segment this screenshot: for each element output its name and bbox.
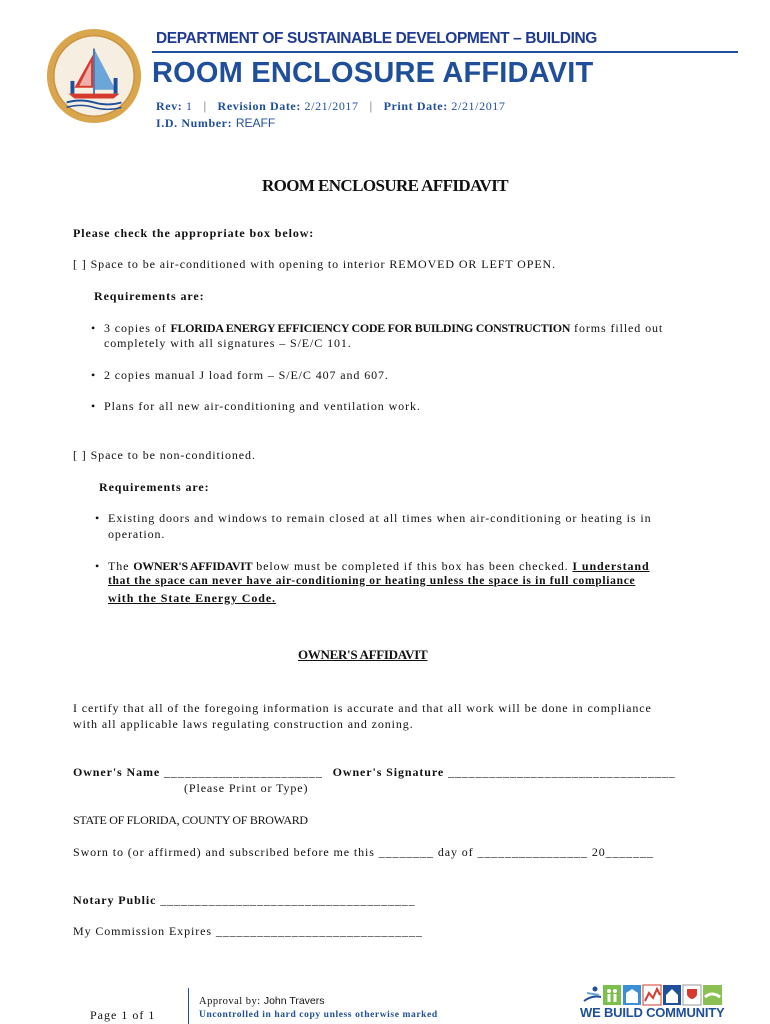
certification-text: I certify that all of the foregoing information is accurate and that all work will be done in compliance <box>73 701 652 715</box>
state-county: STATE OF FLORIDA, COUNTY OF BROWARD <box>73 813 308 827</box>
option-air-conditioned <box>73 257 556 272</box>
sworn-day-field[interactable]: ________ <box>378 845 434 859</box>
sworn-year-field[interactable]: 20_______ <box>591 845 654 859</box>
document-title: ROOM ENCLOSURE AFFIDAVIT <box>262 176 508 195</box>
checkbox-non-conditioned[interactable]: [ ] <box>73 448 87 462</box>
page-number: Page 1 of 1 <box>90 1008 156 1022</box>
understanding-statement-continued: that the space can never have air-conditioning or heating unless the space is in full compliance <box>108 575 636 587</box>
option-non-conditioned <box>73 448 256 463</box>
owner-signature-row <box>73 765 676 780</box>
approval-label: Approval by: <box>199 996 261 1007</box>
requirements-heading: Requirements are: <box>94 289 205 303</box>
commission-field[interactable]: ______________________________ <box>215 924 423 938</box>
separator: | <box>203 99 207 113</box>
text: The <box>108 559 134 573</box>
notary-row <box>73 893 416 908</box>
house-icon <box>663 985 681 1005</box>
understanding-statement: I understand <box>572 559 650 573</box>
list-item-continued: completely with all signatures – S/E/C 101. <box>104 336 352 350</box>
text: Existing doors and windows to remain closed at all times when air-conditioning or heating is in <box>108 511 652 525</box>
option-air-conditioned-label: Space to be air-conditioned with opening to interior REMOVED OR LEFT OPEN. <box>90 257 557 271</box>
list-item <box>95 511 652 526</box>
list-item-continued: operation. <box>108 527 166 541</box>
bullet: • <box>91 368 97 382</box>
revision-date-label: Revision Date: <box>217 99 301 113</box>
we-build-community-icons <box>583 983 723 1007</box>
family-icon <box>603 985 621 1005</box>
separator: | <box>369 99 373 113</box>
instruction-text: Please check the appropriate box below: <box>73 226 315 240</box>
sworn-statement <box>73 845 654 860</box>
footer-divider <box>188 988 189 1024</box>
shield-icon <box>683 985 701 1005</box>
approval-name: John Travers <box>263 995 325 1007</box>
print-or-type-hint: (Please Print or Type) <box>184 781 309 795</box>
text: below must be completed if this box has been checked. <box>252 559 573 573</box>
bullet: • <box>95 559 101 573</box>
commission-label: My Commission Expires <box>73 924 212 938</box>
understanding-statement-continued: with the State Energy Code. <box>108 591 276 605</box>
text: Plans for all new air-conditioning and ventilation work. <box>104 399 421 413</box>
chart-icon <box>643 985 661 1005</box>
text: forms filled out <box>570 321 664 335</box>
revision-info <box>156 99 506 114</box>
text: Sworn to (or affirmed) and subscribed before me this <box>73 845 375 859</box>
bullet: • <box>91 321 97 335</box>
rev-label: Rev: <box>156 99 183 113</box>
owner-name-label: Owner's Name <box>73 765 161 779</box>
department-name: DEPARTMENT OF SUSTAINABLE DEVELOPMENT – BUILDING <box>156 30 597 47</box>
handshake-icon <box>703 985 722 1005</box>
owner-signature-field[interactable]: _________________________________ <box>447 765 676 779</box>
rev-value: 1 <box>186 99 193 113</box>
print-date-value: 2/21/2017 <box>451 99 506 113</box>
uncontrolled-notice: Uncontrolled in hard copy unless otherwise marked <box>199 1010 438 1020</box>
certification-text-continued: with all applicable laws regulating construction and zoning. <box>73 717 414 731</box>
we-build-community-text: WE BUILD COMMUNITY <box>580 1005 725 1020</box>
bullet: • <box>95 511 101 525</box>
owner-signature-label: Owner's Signature <box>332 765 445 779</box>
requirements-heading: Requirements are: <box>99 480 210 494</box>
list-item <box>91 368 389 383</box>
list-item <box>95 559 650 574</box>
notary-label: Notary Public <box>73 893 157 907</box>
header-rule <box>152 51 738 53</box>
id-label: I.D. Number: <box>156 116 233 130</box>
approval <box>199 995 325 1007</box>
text: 2 copies manual J load form – S/E/C 407 and 607. <box>104 368 389 382</box>
list-item <box>91 399 421 414</box>
commission-row <box>73 924 423 939</box>
city-seal-logo <box>45 27 143 125</box>
notary-field[interactable]: _____________________________________ <box>160 893 416 907</box>
checkbox-air-conditioned[interactable]: [ ] <box>73 257 87 271</box>
form-title: ROOM ENCLOSURE AFFIDAVIT <box>152 57 594 89</box>
rower-icon <box>583 985 601 1005</box>
bullet: • <box>91 399 97 413</box>
list-item <box>91 321 664 336</box>
sworn-month-field[interactable]: ________________ <box>477 845 588 859</box>
option-non-conditioned-label: Space to be non-conditioned. <box>90 448 256 462</box>
code-name: FLORIDA ENERGY EFFICIENCY CODE FOR BUILDING CONSTRUCTION <box>170 321 571 335</box>
id-value: REAFF <box>235 116 276 130</box>
text: day of <box>437 845 474 859</box>
building-icon <box>623 985 641 1005</box>
text: 3 copies of <box>104 321 171 335</box>
owners-affidavit-heading: OWNER'S AFFIDAVIT <box>298 647 428 662</box>
print-date-label: Print Date: <box>383 99 448 113</box>
id-number <box>156 116 275 131</box>
revision-date-value: 2/21/2017 <box>304 99 359 113</box>
affidavit-ref: OWNER'S AFFIDAVIT <box>133 559 253 573</box>
owner-name-field[interactable]: _______________________ <box>164 765 323 779</box>
